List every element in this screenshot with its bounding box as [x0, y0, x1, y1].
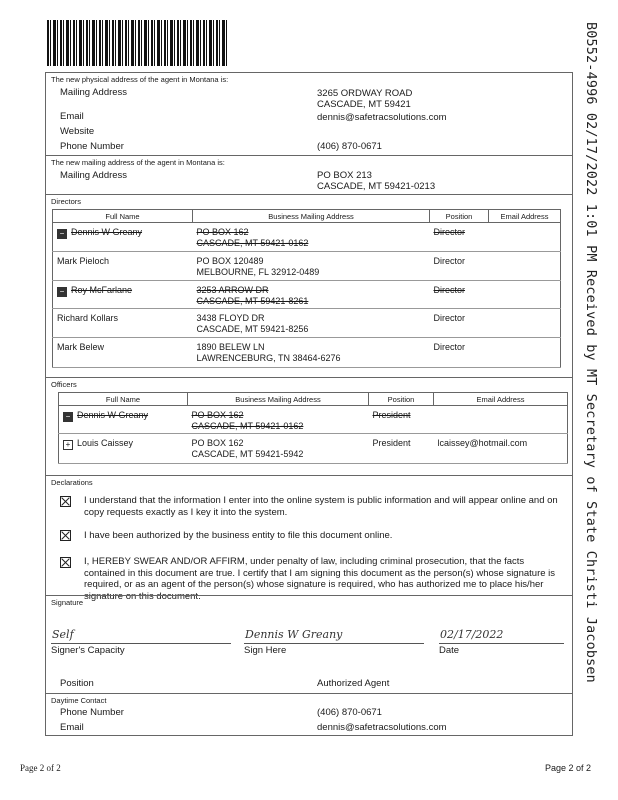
contact-heading: Daytime Contact	[51, 696, 107, 705]
page-number-left: Page 2 of 2	[20, 763, 61, 773]
contact-phone-label: Phone Number	[60, 707, 124, 718]
remove-marker-icon: −	[57, 287, 67, 297]
signer-name-value: Dennis W Greany	[245, 628, 343, 641]
sign-line	[244, 643, 424, 644]
declaration-2-checkbox[interactable]	[60, 530, 71, 541]
form-frame	[45, 72, 573, 736]
directors-table	[52, 209, 561, 368]
position-label: Position	[60, 678, 94, 689]
declaration-3-text: I, HEREBY SWEAR AND/OR AFFIRM, under penalty of law, including criminal prosecution, that the facts contained in this document are true. I certify that I am signing this document as the person(s) whose signature is required, or as an agent of the person(s) whose signature is required, who has authorized me to place his/her signature on this document.	[84, 556, 556, 602]
signature-section	[46, 595, 572, 694]
directors-header-row	[53, 210, 561, 223]
director-position: Director	[433, 256, 466, 266]
mailing-address-heading: The new mailing address of the agent in Montana is:	[51, 158, 225, 167]
table-row	[59, 434, 568, 464]
director-address-line2: LAWRENCEBURG, TN 38464-6276	[196, 352, 341, 363]
officer-address-line2: CASCADE, MT 59421-0162	[191, 420, 304, 431]
contact-email-value: dennis@safetracsolutions.com	[317, 722, 447, 733]
officers-heading: Officers	[51, 380, 77, 389]
declarations-section	[46, 475, 572, 602]
officers-section	[46, 377, 572, 475]
directors-col-position: Position	[430, 210, 489, 223]
officer-email: lcaissey@hotmail.com	[437, 438, 528, 448]
physical-email-value: dennis@safetracsolutions.com	[317, 112, 447, 123]
signature-date-value: 02/17/2022	[440, 628, 504, 641]
director-name: Richard Kollars	[57, 313, 119, 323]
contact-email-label: Email	[60, 722, 84, 733]
table-row	[53, 223, 561, 252]
officers-col-address: Business Mailing Address	[188, 393, 369, 406]
director-name: Mark Pieloch	[57, 256, 110, 266]
physical-address-section	[46, 73, 572, 155]
contact-section	[46, 693, 572, 736]
officers-table	[58, 392, 568, 464]
directors-col-address: Business Mailing Address	[193, 210, 430, 223]
barcode	[47, 20, 227, 66]
declaration-3-checkbox[interactable]	[60, 557, 71, 568]
signer-capacity-label: Signer's Capacity	[51, 645, 125, 656]
date-line	[439, 643, 564, 644]
director-address-line2: CASCADE, MT 59421-0162	[196, 237, 309, 248]
officer-name: Louis Caissey	[77, 438, 134, 448]
page-number-right: Page 2 of 2	[545, 763, 592, 773]
officer-name: Dennis W Greany	[77, 410, 149, 420]
officers-col-position: Position	[369, 393, 434, 406]
director-address-line1: 1890 BELEW LN	[196, 342, 265, 352]
physical-phone-value: (406) 870-0671	[317, 141, 382, 152]
director-address-line2: MELBOURNE, FL 32912-0489	[196, 266, 320, 277]
director-position: Director	[433, 285, 466, 295]
officers-header-row	[59, 393, 568, 406]
declarations-heading: Declarations	[51, 478, 93, 487]
director-email	[489, 223, 561, 252]
physical-address-line2: CASCADE, MT 59421	[317, 99, 411, 110]
directors-col-email: Email Address	[489, 210, 561, 223]
table-row	[53, 252, 561, 281]
director-address-line1: PO BOX 120489	[196, 256, 264, 266]
capacity-line	[51, 643, 231, 644]
signer-capacity-value: Self	[52, 628, 74, 641]
director-address-line1: 3438 FLOYD DR	[196, 313, 265, 323]
remove-marker-icon: −	[57, 229, 67, 239]
signature-heading: Signature	[51, 598, 84, 607]
received-stamp: B0552-4996 02/17/2022 1:01 PM Received by MT Secretary of State Christi Jacobsen	[583, 22, 598, 683]
director-position: Director	[433, 313, 466, 323]
mailing-address-line1: PO BOX 213	[317, 170, 372, 181]
physical-address-heading: The new physical address of the agent in Montana is:	[51, 75, 229, 84]
physical-mailing-label: Mailing Address	[60, 87, 128, 98]
officers-col-name: Full Name	[59, 393, 188, 406]
table-row	[53, 309, 561, 338]
officer-address-line1: PO BOX 162	[191, 438, 244, 448]
table-row	[53, 281, 561, 309]
director-email	[489, 309, 561, 338]
director-name: Mark Belew	[57, 342, 105, 352]
officer-address-line1: PO BOX 162	[191, 410, 244, 420]
director-address-line2: CASCADE, MT 59421-8256	[196, 323, 309, 334]
director-address-line2: CASCADE, MT 59421-8261	[196, 295, 309, 306]
officers-col-email: Email Address	[434, 393, 568, 406]
declaration-2-text: I have been authorized by the business entity to file this document online.	[84, 530, 393, 541]
directors-heading: Directors	[51, 197, 82, 206]
officer-address-line2: CASCADE, MT 59421-5942	[191, 448, 304, 459]
physical-website-label: Website	[60, 126, 95, 137]
date-label: Date	[439, 645, 460, 656]
add-marker-icon: +	[63, 440, 73, 450]
contact-phone-value: (406) 870-0671	[317, 707, 382, 718]
position-value: Authorized Agent	[317, 678, 390, 689]
directors-section	[46, 194, 572, 378]
director-address-line1: 3253 ARROW DR	[196, 285, 269, 295]
declaration-1-checkbox[interactable]	[60, 496, 71, 507]
director-email	[489, 252, 561, 281]
sign-here-label: Sign Here	[244, 645, 287, 656]
remove-marker-icon: −	[63, 412, 73, 422]
physical-phone-label: Phone Number	[60, 141, 124, 152]
director-name: Roy McFarlane	[71, 285, 133, 295]
table-row	[59, 406, 568, 434]
director-position: Director	[433, 342, 466, 352]
physical-address-line1: 3265 ORDWAY ROAD	[317, 88, 413, 99]
mailing-address-line2: CASCADE, MT 59421-0213	[317, 181, 436, 192]
officer-position: President	[372, 410, 411, 420]
director-address-line1: PO BOX 162	[196, 227, 249, 237]
director-email	[489, 281, 561, 309]
mailing-label: Mailing Address	[60, 170, 128, 181]
director-email	[489, 338, 561, 368]
declaration-1-text: I understand that the information I enter into the online system is public information and will appear online and on copy requests exactly as I key it into the system.	[84, 495, 558, 518]
table-row	[53, 338, 561, 368]
mailing-address-section	[46, 155, 572, 194]
directors-col-name: Full Name	[53, 210, 193, 223]
officer-position: President	[372, 438, 411, 448]
director-position: Director	[433, 227, 466, 237]
director-name: Dennis W Greany	[71, 227, 143, 237]
physical-email-label: Email	[60, 111, 84, 122]
officer-email	[434, 406, 568, 434]
